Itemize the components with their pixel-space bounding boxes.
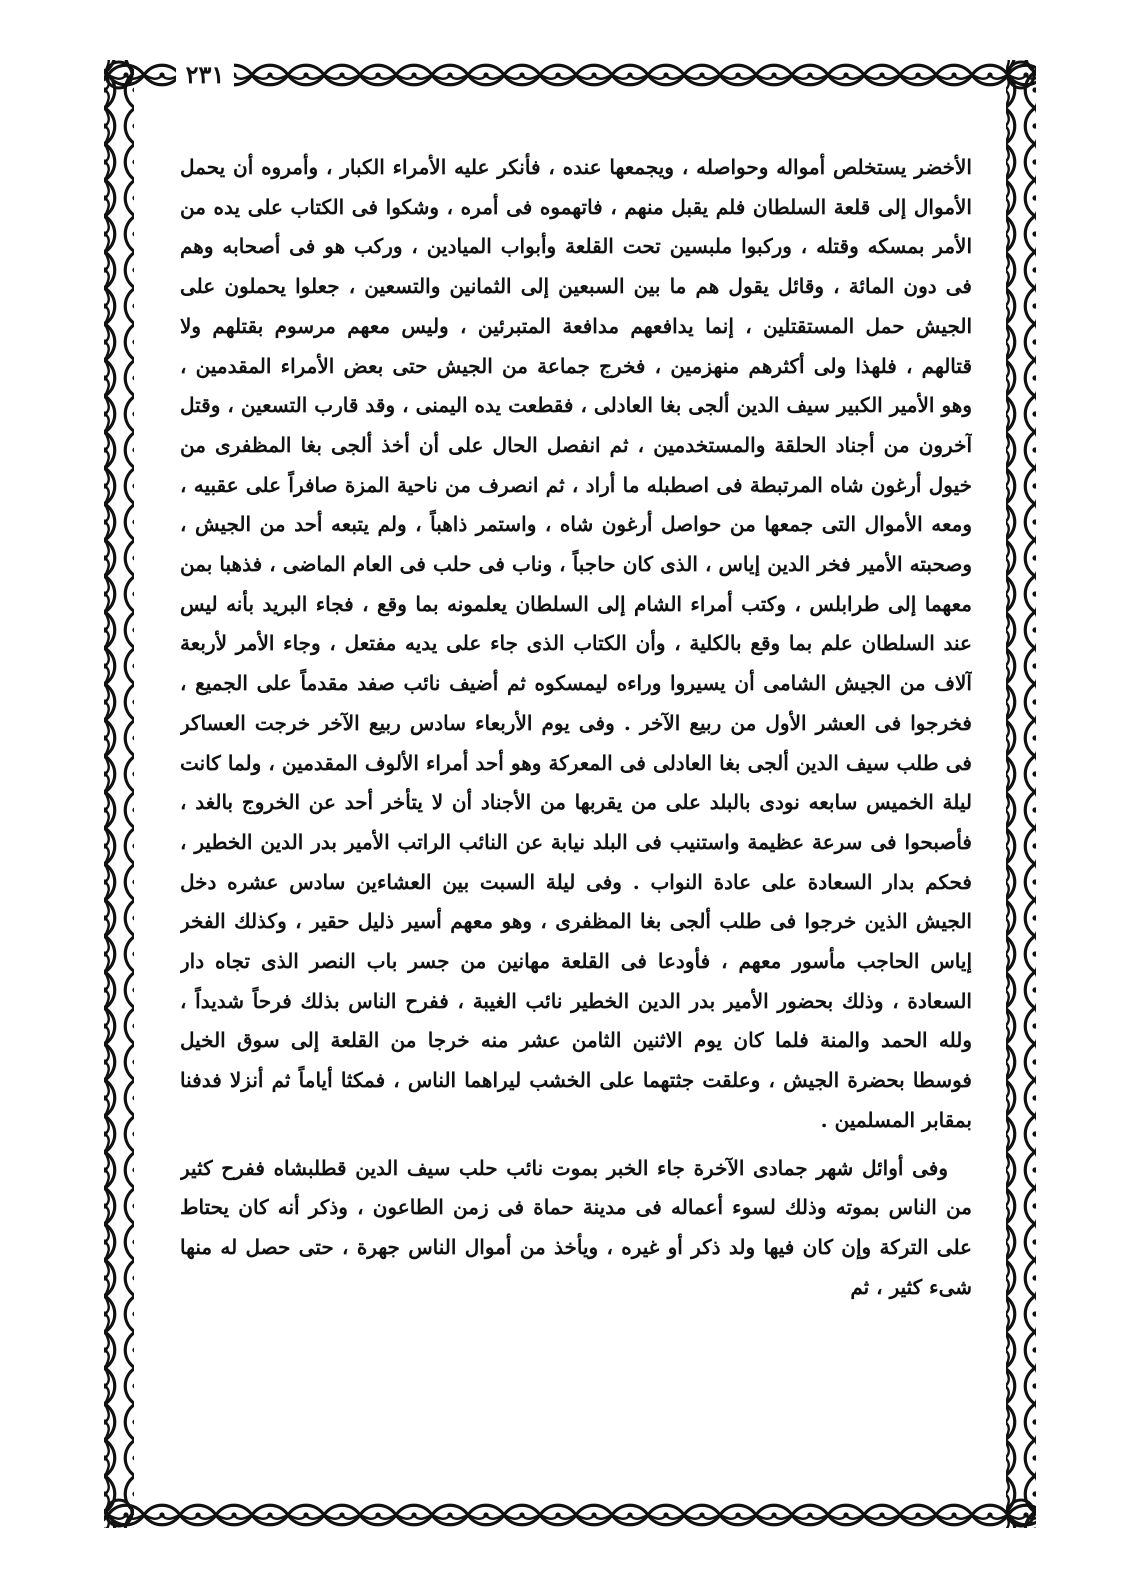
paragraph: الأخضر يستخلص أمواله وحواصله ، ويجمعها عنده ، فأنكر عليه الأمراء الكبار ، وأمروه أن يحمل الأموال إلى قلعة السلطان فلم يقبل منهم ، فاتهموه فى أمره ، وشكوا فى الكتاب على يده من الأمر بمسكه وقتله ، وركبوا ملبسين تحت القلعة وأبواب الميادين ، وركب هو فى أصحابه وهم فى دون المائة ، وقائل يقول هم ما بين السبعين إلى الثمانين والتسعين ، جعلوا يحملون على الجيش حمل المستقتلين ، إنما يدافعهم مدافعة المتبرئين ، وليس معهم مرسوم بقتلهم ولا قتالهم ، فلهذا ولى أكثرهم منهزمين ، فخرج جماعة من الجيش حتى بعض الأمراء المقدمين ، وهو الأمير الكبير سيف الدين ألجى بغا العادلى ، فقطعت يده اليمنى ، وقد قارب التسعين ، وقتل آخرون من أجناد الحلقة والمستخدمين ، ثم انفصل الحال على أن أخذ ألجى بغا المظفرى من خيول أرغون شاه المرتبطة فى اصطبله ما أراد ، ثم انصرف من ناحية المزة صافراً على عقبيه ، ومعه الأموال التى جمعها من حواصل أرغون شاه ، واستمر ذاهباً ، ولم يتبعه أحد من الجيش ، وصحبته الأمير فخر الدين إياس ، الذى كان حاجباً ، وناب فى حلب فى العام الماضى ، فذهبا بمن معهما إلى طرابلس ، وكتب أمراء الشام إلى السلطان يعلمونه بما وقع ، فجاء البريد بأنه ليس عند السلطان علم بما وقع بالكلية ، وأن الكتاب الذى جاء على يديه مفتعل ، وجاء الأمر لأربعة آلاف من الجيش الشامى أن يسيروا وراءه ليمسكوه ثم أضيف نائب صفد مقدماً على الجميع ، فخرجوا فى العشر الأول من ربيع الآخر . وفى يوم الأربعاء سادس ربيع الآخر خرجت العساكر فى طلب سيف الدين ألجى بغا العادلى فى المعركة وهو أحد أمراء الألوف المقدمين ، ولما كانت ليلة الخميس سابعه نودى بالبلد على من يقربها من الأجناد أن لا يتأخر أحد عن الخروج بالغد ، فأصبحوا فى سرعة عظيمة واستنيب فى البلد نيابة عن النائب الراتب الأمير بدر الدين الخطير ، فحكم بدار السعادة على عادة النواب . وفى ليلة السبت بين العشاءين سادس عشره دخل الجيش الذين خرجوا فى طلب ألجى بغا المظفرى ، وهو معهم أسير ذليل حقير ، وكذلك الفخر إياس الحاجب مأسور معهم ، فأودعا فى القلعة مهانين من جسر باب النصر الذى تجاه دار السعادة ، وذلك بحضور الأمير بدر الدين الخطير نائب الغيبة ، ففرح الناس بذلك فرحاً شديداً ، ولله الحمد والمنة فلما كان يوم الاثنين الثامن عشر منه خرجا من القلعة إلى سوق الخيل فوسطا بحضرة الجيش ، وعلقت جثتهما على الخشب ليراهما الناس ، فمكثا أياماً ثم أنزلا فدفنا بمقابر المسلمين . <box>180 155 972 1132</box>
paragraph: وفى أوائل شهر جمادى الآخرة جاء الخبر بموت نائب حلب سيف الدين قطلبشاه ففرح كثير من الناس بموته وذلك لسوء أعماله فى مدينة حماة فى زمن الطاعون ، وذكر أنه كان يحتاط على التركة وإن كان فيها ولد ذكر أو غيره ، ويأخذ من أموال الناس جهرة ، حتى حصل له منها شىء كثير ، ثم <box>180 1155 972 1299</box>
main-text <box>180 148 972 1488</box>
page-number: ٢٣١ <box>176 58 234 92</box>
border-bottom <box>104 1498 1036 1528</box>
border-right <box>1006 60 1036 1528</box>
border-left <box>104 60 134 1528</box>
border-top <box>104 60 1036 90</box>
